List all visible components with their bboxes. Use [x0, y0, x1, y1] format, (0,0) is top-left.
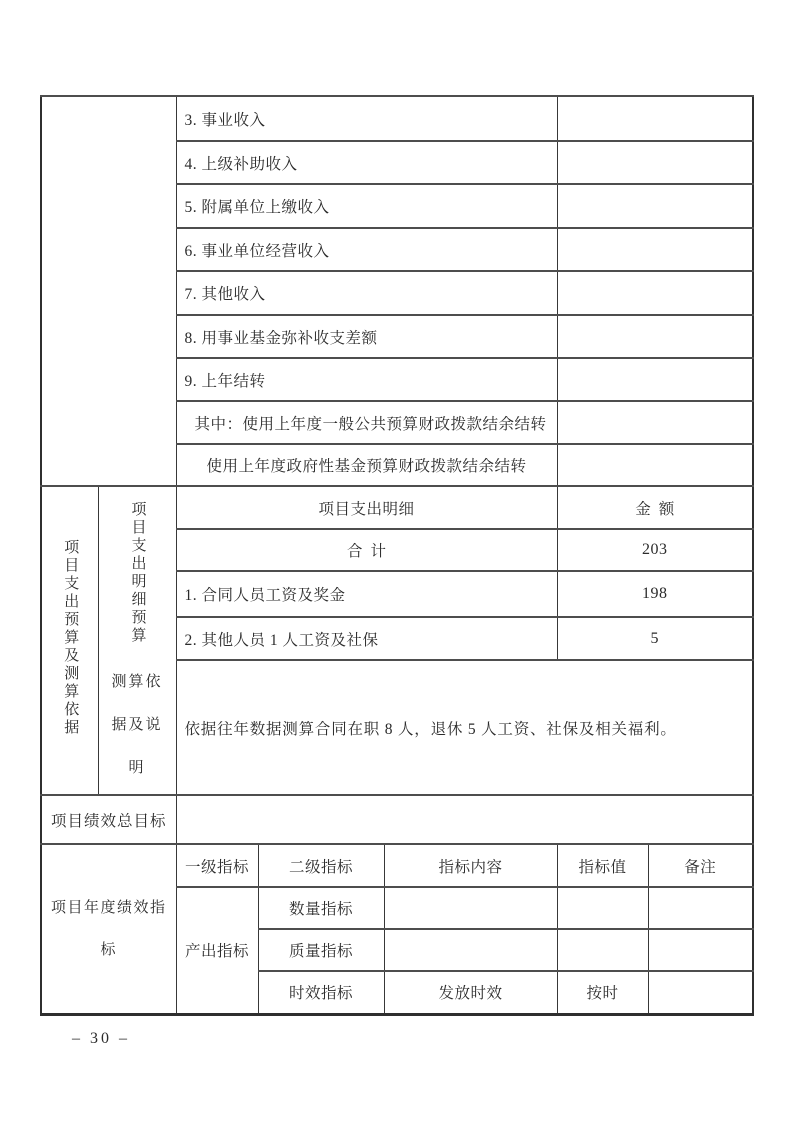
perf-level2-label: 质量指标: [258, 929, 384, 971]
detail-item-amount: 5: [557, 617, 753, 660]
perf-level2-label: 数量指标: [258, 887, 384, 929]
perf-col-header-level1: 一级指标: [176, 844, 258, 887]
overall-goal-row: [41, 795, 753, 844]
budget-section-row-header-text: 项目支出预算及测算依据: [62, 539, 79, 737]
perf-content-cell: 发放时效: [384, 971, 557, 1014]
income-left-empty-cell: [41, 96, 176, 486]
perf-note-cell: [648, 929, 753, 971]
income-row-value-empty: [557, 141, 753, 184]
page-number: – 30 –: [72, 1030, 130, 1047]
perf-col-header-content: 指标内容: [384, 844, 557, 887]
perf-col-header-note: 备注: [648, 844, 753, 887]
perf-col-header-value: 指标值: [557, 844, 648, 887]
basis-subheader-text: 测算依据及说明: [111, 674, 163, 776]
income-row-label: 7. 其他收入: [176, 271, 557, 315]
income-row-label: 其中：使用上年度一般公共预算财政拨款结余结转: [176, 401, 557, 444]
income-row-value-empty: [557, 444, 753, 486]
basis-subheader: [109, 659, 165, 792]
perf-value-cell: 按时: [557, 971, 648, 1014]
income-row-label: 5. 附属单位上缴收入: [176, 184, 557, 228]
detail-item-label: 2. 其他人员 1 人工资及社保: [176, 617, 557, 660]
detail-item-label: 1. 合同人员工资及奖金: [176, 571, 557, 617]
income-row-label: 使用上年度政府性基金预算财政拨款结余结转: [176, 444, 557, 486]
income-row-label: 4. 上级补助收入: [176, 141, 557, 184]
income-row-label: 6. 事业单位经营收入: [176, 228, 557, 271]
perf-level2-label: 时效指标: [258, 971, 384, 1014]
budget-table: [40, 95, 754, 1016]
perf-note-cell: [648, 971, 753, 1014]
income-row-value-empty: [557, 96, 753, 141]
income-row-value-empty: [557, 401, 753, 444]
budget-subheader-wrap: [99, 487, 176, 792]
perf-col-header-level2: 二级指标: [258, 844, 384, 887]
detail-item-amount: 203: [557, 529, 753, 571]
overall-goal-label: 项目绩效总目标: [41, 795, 176, 844]
performance-header-row: [41, 844, 753, 887]
detail-item-label: 合计: [176, 529, 557, 571]
income-row-label: 3. 事业收入: [176, 96, 557, 141]
perf-level1-label: 产出指标: [176, 887, 258, 1014]
perf-value-cell: [557, 887, 648, 929]
detail-header-row: [41, 486, 753, 529]
perf-note-cell: [648, 887, 753, 929]
perf-content-cell: [384, 887, 557, 929]
detail-budget-subheader: [130, 487, 145, 659]
budget-subheader-cell: [98, 486, 176, 795]
overall-goal-content-empty: [176, 795, 753, 844]
income-row-label: 9. 上年结转: [176, 358, 557, 401]
budget-section-row-header: [41, 486, 98, 795]
detail-item-amount: 198: [557, 571, 753, 617]
performance-row-header-text: 项目年度绩效指标: [50, 899, 167, 958]
income-row-value-empty: [557, 271, 753, 315]
perf-content-cell: [384, 929, 557, 971]
income-row: [41, 96, 753, 141]
detail-col-header-item: 项目支出明细: [176, 486, 557, 529]
income-row-value-empty: [557, 315, 753, 358]
income-row-value-empty: [557, 184, 753, 228]
income-row-value-empty: [557, 228, 753, 271]
income-row-value-empty: [557, 358, 753, 401]
detail-col-header-amount: 金额: [557, 486, 753, 529]
detail-budget-subheader-text: 项目支出明细预算: [129, 501, 146, 645]
perf-value-cell: [557, 929, 648, 971]
performance-row-header: [41, 844, 176, 1014]
basis-note: 依据往年数据测算合同在职 8 人，退休 5 人工资、社保及相关福利。: [176, 660, 753, 795]
income-row-label: 8. 用事业基金弥补收支差额: [176, 315, 557, 358]
